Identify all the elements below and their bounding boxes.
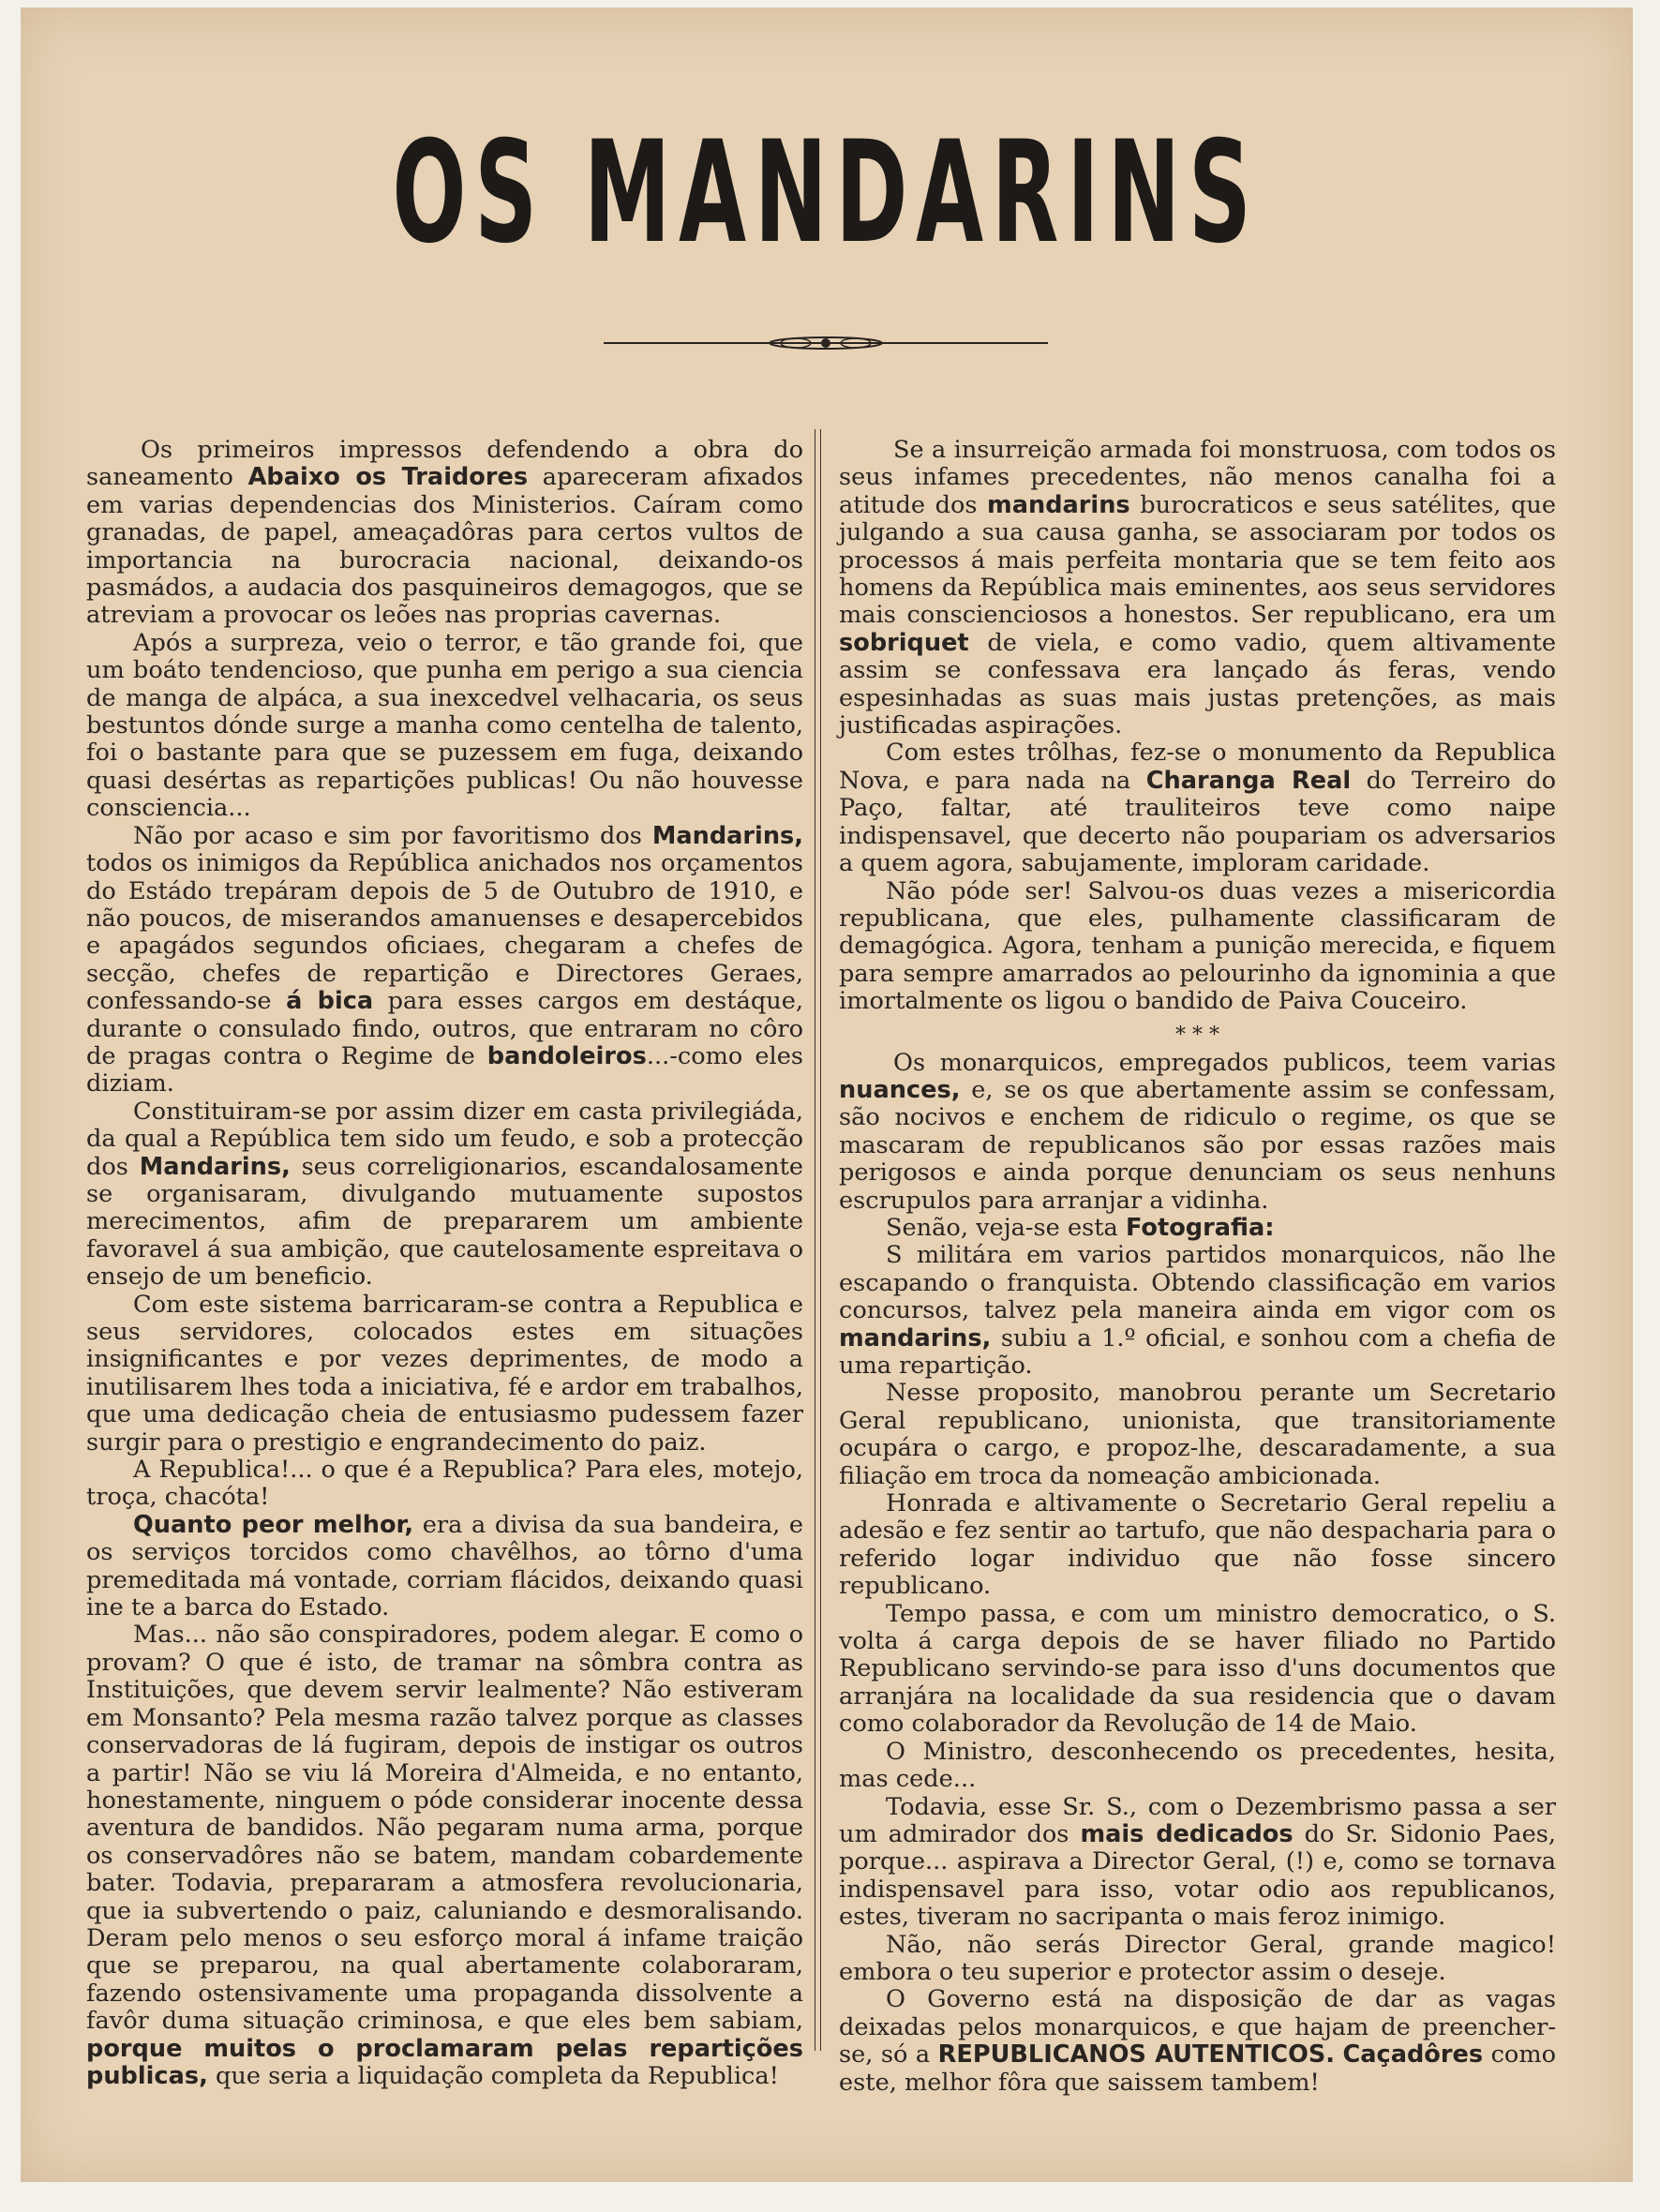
text-run: A Republica!... o que é a Republica? Para eles, motejo, troça, chacóta! bbox=[86, 1456, 803, 1512]
paragraph bbox=[86, 630, 803, 823]
bold-phrase: Fotografia: bbox=[1125, 1213, 1275, 1242]
text-run: Senão, veja-se esta bbox=[886, 1213, 1126, 1242]
bold-phrase: Mandarins, bbox=[651, 821, 803, 850]
right-column bbox=[839, 436, 1557, 2097]
paragraph bbox=[839, 1601, 1556, 1739]
paragraph bbox=[839, 1490, 1556, 1601]
text-run: ...-como eles diziam. bbox=[86, 1041, 803, 1099]
paragraph bbox=[86, 823, 803, 1099]
paragraph bbox=[839, 1215, 1556, 1242]
text-run: Os monarquicos, empregados publicos, teem varias bbox=[893, 1048, 1556, 1077]
text-run: Não, não serás Director Geral, grande magico! embora o teu superior e protector assim o deseje. bbox=[839, 1930, 1556, 1986]
text-run: do Terreiro do Paço, faltar, até trauliteiros teve como naipe indispensavel, que decerto não poupariam os adversarios a quem agora, sabujamente, imploram caridade. bbox=[839, 766, 1556, 878]
bold-phrase: nuances, bbox=[839, 1075, 961, 1104]
bold-phrase: mais dedicados bbox=[1080, 1819, 1294, 1848]
paragraph bbox=[86, 1099, 803, 1292]
bold-phrase: Abaixo os Traidores bbox=[247, 463, 529, 492]
page-title: OS MANDARINS bbox=[392, 112, 1260, 275]
text-run: Todavia, esse Sr. S., com o Dezembrismo passa a ser um admirador dos bbox=[839, 1792, 1556, 1848]
left-column bbox=[86, 436, 804, 2090]
bold-phrase: mandarins bbox=[987, 490, 1130, 519]
paragraph bbox=[86, 1292, 803, 1457]
text-run: Os primeiros impressos defendendo a obra do saneamento bbox=[86, 436, 803, 492]
document-sheet bbox=[21, 7, 1633, 2182]
column-divider bbox=[815, 429, 821, 2051]
text-run: Mas... não são conspiradores, podem alegar. E como o provam? O que é isto, de tramar na sômbra contra as Instituições, que devem servir lealmente? Não estiveram em Monsanto? Pela mesma razão talvez porque as classes conservadoras de lá fugiram, depois de instigar os outros a partir! Não se viu lá Moreira d'Almeida, e no entanto, honestamente, ninguem o póde considerar inocente dessa aventura de bandidos. Não pegaram numa arma, porque os conservadôres não se batem, mandam cobardemente bater. Todavia, prepararam a atmosfera revolucionaria, que ia subvertendo o paiz, caluniando e desmoralisando. Deram pelo menos o seu esforço moral á infame traição que se preparou, na qual abertamente colaboraram, fazendo ostensivamente uma propaganda dissolvente a favôr duma situação criminosa, e que eles bem sabiam, bbox=[86, 1621, 803, 2036]
text-run: subiu a 1.º oficial, e sonhou com a chefia de uma repartição. bbox=[839, 1323, 1556, 1380]
text-run: para esses cargos em destáque, durante o consulado findo, outros, que entraram no côro de pragas contra o Regime de bbox=[86, 987, 803, 1070]
right-column-part-b bbox=[839, 1050, 1556, 2097]
paragraph bbox=[86, 1622, 803, 2090]
text-run: todos os inimigos da República anichados nos orçamentos do Estádo trepáram depois de 5 de Outubro de 1910, e não poucos, de miserandos amanuenses e desapercebidos e apagádos segundos oficiaes, chegaram a chefes de secção, chefes de repartição e Directores Geraes, confessando-se bbox=[86, 849, 803, 1016]
bold-phrase: mandarins, bbox=[839, 1323, 992, 1353]
paragraph bbox=[839, 1932, 1556, 1987]
paragraph bbox=[839, 740, 1556, 877]
text-run: Constituiram-se por assim dizer em casta privilegiáda, da qual a República tem sido um feudo, e sob a protecção dos bbox=[86, 1097, 803, 1181]
bold-phrase: bandoleiros bbox=[486, 1041, 647, 1070]
text-run: Não póde ser! Salvou-os duas vezes a misericordia republicana, que eles, pulhamente classificaram de demagógica. Agora, tenham a punição merecida, e fiquem para sempre amarrados ao pelourinho da ignominia a que imortalmente os ligou o bandido de Paiva Couceiro. bbox=[839, 876, 1556, 1016]
separator-stars: * * * bbox=[1175, 1023, 1219, 1047]
text-run: como este, melhor fôra que saissem tambem! bbox=[839, 2040, 1557, 2097]
text-run: Com este sistema barricaram-se contra a Republica e seus servidores, colocados estes em situações insignificantes e por vezes deprimentes, de modo a inutilisarem lhes toda a iniciativa, fé e ardor em trabalhos, que uma dedicação cheia de entusiasmo pudessem fazer surgir para o prestigio e engrandecimento do paiz. bbox=[86, 1290, 803, 1457]
text-run: Após a surpreza, veio o terror, e tão grande foi, que um boáto tendencioso, que punha em perigo a sua ciencia de manga de alpáca, a sua inexcedvel velhacaria, os seus bestuntos dónde surge a manha como centelha de talento, foi o bastante para que se puzessem em fuga, deixando quasi desértas as repartições publicas! Ou não houvesse consciencia... bbox=[86, 628, 803, 823]
bold-phrase: á bica bbox=[286, 987, 374, 1016]
bold-phrase: sobriquet bbox=[839, 628, 969, 657]
paragraph bbox=[86, 1457, 803, 1512]
text-run: Tempo passa, e com um ministro democratico, o S. volta á carga depois de se haver filiado no Partido Republicano servindo-se para isso d'uns documentos que arranjára na localidade da sua residencia que o davam como colaborador da Revolução de 14 de Maio. bbox=[839, 1599, 1556, 1739]
text-run: do Sr. Sidonio Paes, porque... aspirava a Director Geral, (!) e, como se tornava indispensavel para isso, votar odio aos republicanos, estes, tiveram no sacripanta o mais feroz inimigo. bbox=[839, 1819, 1556, 1932]
text-run: S militára em varios partidos monarquicos, não lhe escapando o franquista. Obtendo classificação em varios concursos, talvez pela maneira ainda em vigor com os bbox=[839, 1241, 1556, 1325]
bold-phrase: Mandarins, bbox=[139, 1152, 291, 1181]
paragraph bbox=[839, 1986, 1556, 2097]
text-run: apareceram afixados em varias dependencias dos Ministerios. Caíram como granadas, de papel, ameaçadôras para certos vultos de importancia na burocracia nacional, deixando-os pasmádos, a audacia dos pasquineiros demagogos, que se atreviam a provocar os leões nas proprias cavernas. bbox=[86, 463, 803, 630]
text-run: de viela, e como vadio, quem altivamente assim se confessava era lançado ás feras, vendo espesinhadas as suas mais justas pretenções, as mais justificadas aspirações. bbox=[839, 628, 1556, 740]
paragraph bbox=[839, 1380, 1556, 1490]
text-run: Não por acaso e sim por favoritismo dos bbox=[133, 821, 652, 850]
bold-phrase: porque muitos o proclamaram pelas repartições publicas, bbox=[86, 2034, 803, 2090]
text-run: Se a insurreição armada foi monstruosa, com todos os seus infames precedentes, não menos canalha foi a atitude dos bbox=[839, 436, 1556, 519]
paragraph bbox=[839, 1242, 1556, 1380]
text-run: Nesse proposito, manobrou perante um Secretario Geral republicano, unionista, que transitoriamente ocupára o cargo, e propoz-lhe, descaradamente, a sua filiação em troca da nomeação ambicionada. bbox=[839, 1379, 1556, 1490]
bold-phrase: Quanto peor melhor, bbox=[133, 1510, 414, 1539]
paragraph bbox=[86, 437, 803, 630]
text-run: Com estes trôlhas, fez-se o monumento da Republica Nova, e para nada na bbox=[839, 739, 1556, 795]
text-run: era a divisa da sua bandeira, e os serviços torcidos como chavêlhos, ao tôrno d'uma premeditada má vontade, corriam flácidos, deixando quasi ine te a barca do Estado. bbox=[86, 1510, 803, 1622]
text-run: Honrada e altivamente o Secretario Geral repeliu a adesão e fez sentir ao tartufo, que não despacharia para o referido logar individuo que não fosse sincero republicano. bbox=[839, 1489, 1556, 1601]
text-run: O Governo está na disposição de dar as vagas deixadas pelos monarquicos, e que hajam de preencher-se, só a bbox=[839, 1985, 1556, 2070]
text-run: burocraticos e seus satélites, que julgando a sua causa ganha, se associaram por todos os processos á mais perfeita montaria que se tem feito aos homens da República mais eminentes, aos seus servidores mais conscienciosos a honestos. Ser republicano, era um bbox=[839, 490, 1556, 630]
paragraph bbox=[839, 437, 1556, 740]
paragraph bbox=[86, 1512, 803, 1622]
bold-phrase: REPUBLICANOS AUTENTICOS. bbox=[937, 2040, 1335, 2070]
right-column-part-a bbox=[839, 437, 1556, 1016]
ornament-divider bbox=[604, 332, 1048, 354]
text-run: O Ministro, desconhecendo os precedentes, hesita, mas cede... bbox=[839, 1737, 1556, 1794]
bold-phrase: Caçadôres bbox=[1342, 2040, 1484, 2070]
text-run: e, se os que abertamente assim se confessam, são nocivos e enchem de ridiculo o regime, os que se mascaram de republicanos são por essas razões mais perigosos e ainda porque denunciam os seus nenhuns escrupulos para arranjar a vidinha. bbox=[839, 1075, 1556, 1215]
paragraph bbox=[839, 1739, 1556, 1794]
text-run: que seria a liquidação completa da Republica! bbox=[207, 2061, 779, 2090]
paragraph bbox=[839, 1794, 1556, 1932]
paragraph bbox=[839, 878, 1556, 1016]
paragraph bbox=[839, 1050, 1556, 1215]
text-run: seus correligionarios, escandalosamente se organisaram, divulgando mutuamente supostos merecimentos, afim de prepararem um ambiente favoravel á sua ambição, que cautelosamente espreitava o ensejo de um beneficio. bbox=[86, 1152, 804, 1292]
bold-phrase: Charanga Real bbox=[1145, 766, 1352, 795]
